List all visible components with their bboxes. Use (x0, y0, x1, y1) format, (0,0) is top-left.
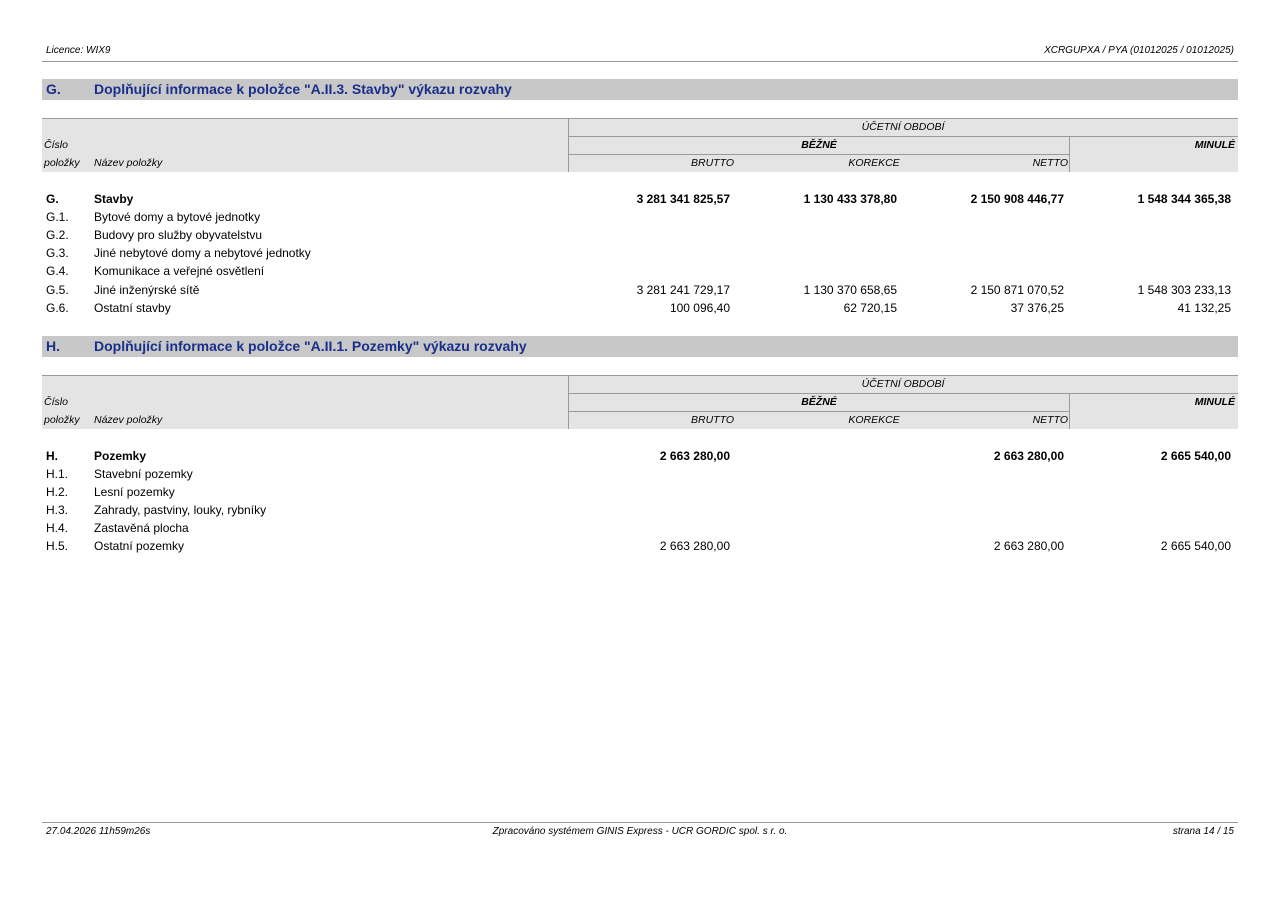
footer-timestamp: 27.04.2026 11h59m26s (46, 826, 151, 837)
licence-label: Licence: WIX9 (46, 45, 111, 56)
table-row: G. Stavby 3 281 341 825,57 1 130 433 378,80 2 150 908 446,77 1 548 344 365,38 (46, 192, 1231, 206)
previous-period-header: MINULÉ (1194, 139, 1235, 151)
section-h-title-bar (42, 336, 1238, 357)
table-row: H.5. Ostatní pozemky 2 663 280,00 2 663 280,00 2 665 540,00 (46, 539, 1231, 553)
table-row: G.5. Jiné inženýrské sítě 3 281 241 729,17 1 130 370 658,65 2 150 871 070,52 1 548 303 233,13 (46, 283, 1231, 297)
current-period-header: BĚŽNÉ (801, 139, 837, 151)
footer-page-number: strana 14 / 15 (1172, 826, 1234, 837)
period-header: ÚČETNÍ OBDOBÍ (861, 121, 945, 133)
code-header-line2: položky (44, 157, 80, 169)
code-header-line1: Číslo (44, 396, 68, 408)
section-h-table-header (42, 375, 1238, 429)
name-header: Název položky (94, 157, 163, 169)
table-row: G.2. Budovy pro služby obyvatelstvu (46, 228, 263, 242)
section-letter: H. (46, 338, 60, 354)
table-row: H.4. Zastavěná plocha (46, 521, 189, 535)
table-row: H.2. Lesní pozemky (46, 485, 175, 499)
brutto-header: BRUTTO (691, 157, 734, 169)
footer-processed-by: Zpracováno systémem GINIS Express - UCR GORDIC spol. s r. o. (492, 826, 788, 837)
current-period-header: BĚŽNÉ (801, 396, 837, 408)
table-row: H.1. Stavební pozemky (46, 467, 193, 481)
table-row: H. Pozemky 2 663 280,00 2 663 280,00 2 665 540,00 (46, 449, 1231, 463)
section-title: Doplňující informace k položce "A.II.3. Stavby" výkazu rozvahy (94, 81, 512, 97)
period-header: ÚČETNÍ OBDOBÍ (861, 378, 945, 390)
footer-divider (42, 822, 1238, 823)
section-title: Doplňující informace k položce "A.II.1. Pozemky" výkazu rozvahy (94, 338, 527, 354)
brutto-header: BRUTTO (691, 414, 734, 426)
netto-header: NETTO (1032, 157, 1068, 169)
table-row: G.1. Bytové domy a bytové jednotky (46, 210, 261, 224)
code-header-line1: Číslo (44, 139, 68, 151)
table-row: G.4. Komunikace a veřejné osvětlení (46, 264, 265, 278)
previous-period-header: MINULÉ (1194, 396, 1235, 408)
section-g-title-bar (42, 79, 1238, 100)
section-letter: G. (46, 81, 61, 97)
table-row: G.3. Jiné nebytové domy a nebytové jednotky (46, 246, 311, 260)
korekce-header: KOREKCE (848, 157, 900, 169)
section-g-table-header (42, 118, 1238, 172)
name-header: Název položky (94, 414, 163, 426)
korekce-header: KOREKCE (848, 414, 900, 426)
table-row: H.3. Zahrady, pastviny, louky, rybníky (46, 503, 267, 517)
report-id: XCRGUPXA / PYA (01012025 / 01012025) (1044, 45, 1234, 56)
table-row: G.6. Ostatní stavby 100 096,40 62 720,15 37 376,25 41 132,25 (46, 301, 1231, 315)
code-header-line2: položky (44, 414, 80, 426)
header-divider (42, 61, 1238, 62)
netto-header: NETTO (1032, 414, 1068, 426)
